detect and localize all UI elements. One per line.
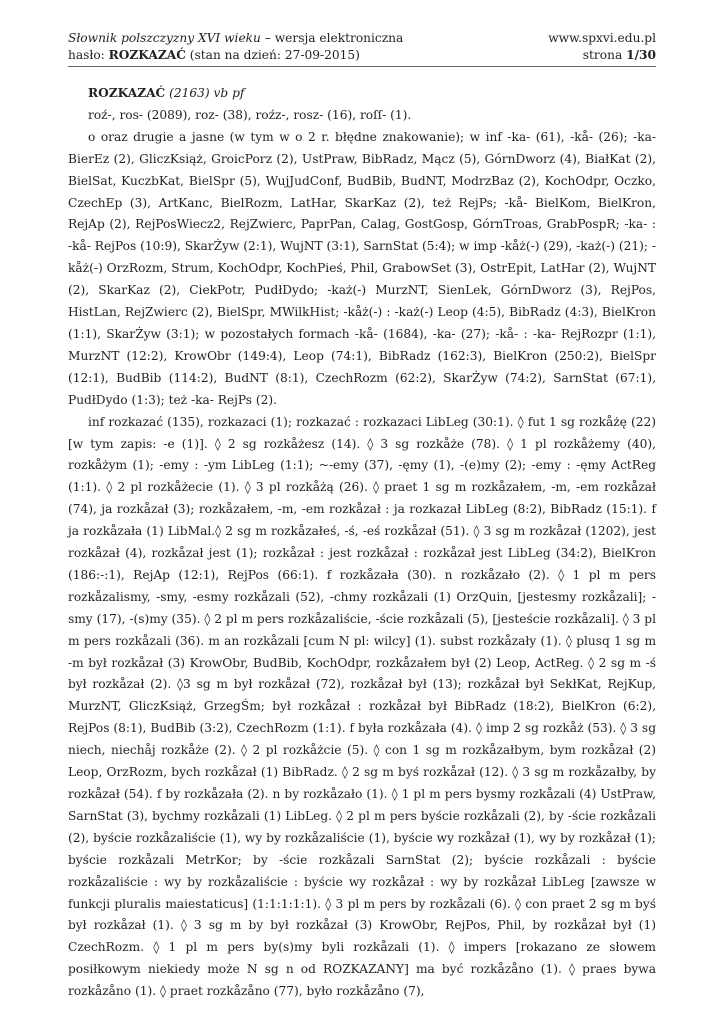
entry-variants: roź-, ros- (2089), roz- (38), roźz-, rosz- (16), roſſ- (1). (88, 107, 412, 122)
entry-count: (2163) (169, 86, 210, 100)
entry-inflection-paragraph: inf rozkazać (135), rozkazaci (1); rozkazać : rozkazaci LibLeg (30:1). ◊ fut 1 sg rozkåżę (22) [w tym zapis: -e (1)]. ◊ 2 sg rozkåżesz (14). ◊ 3 sg rozkåże (78). ◊ 1 pl rozkåżemy (40), rozkåżym (1); -emy : -ym LibLeg (1:1); ~-emy (37), -ęmy (1), -(e)my (2); -emy : -ęmy ActReg (1:1). ◊ 2 pl rozkåżecie (1). ◊ 3 pl rozkåżą (26). ◊ praet 1 sg m rozkåzałem, -m, -em rozkåzał (74), ja rozkåzał (3); rozkåzałem, -m, -em rozkåzał : ja rozkazał LibLeg (8:2), BibRadz (15:1). f ja rozkåzała (1) LibMal.◊ 2 sg m rozkåzałeś, -ś, -eś rozkåzał (51). ◊ 3 sg m rozkåzał (1202), jest rozkåzał (4), rozkåzał jest (1); rozkåzał : jest rozkåzał : rozkåzał jest LibLeg (34:2), BielKron (186:-:1), RejAp (12:1), RejPos (66:1). f rozkåzała (30). n rozkåzało (2). ◊ 1 pl m pers rozkåzalismy, -smy, -esmy rozkåzali (52), -chmy rozkåzali (1) OrzQuin, [jestesmy rozkåzali]; -smy (17), -(s)my (35). ◊ 2 pl m pers rozkåzaliście, -ście rozkåzali (5), [jesteście rozkåzali]. ◊ 3 pl m pers rozkåzali (36). m an rozkåzali [cum N pl: wilcy] (1). subst rozkåzały (1). ◊ plusq 1 sg m -m był rozkåzał (3) KrowObr, BudBib, KochOdpr, rozkåzałem był (2) Leop, ActReg. ◊ 2 sg m -ś był rozkåzał (2). ◊3 sg m był rozkåzał (72), rozkåzał był (13); rozkåzał był SekłKat, RejKup, MurzNT, GliczKsiąż, GrzegŚm; był rozkåzał : rozkåzał był BibRadz (18:2), BielKron (6:2), RejPos (8:1), BudBib (3:2), CzechRozm (1:1). f była rozkåzała (4). ◊ imp 2 sg rozkåż (53). ◊ 3 sg niech, niechåj rozkåże (2). ◊ 2 pl rozkåżcie (5). ◊ con 1 sg m rozkåzałbym, bym rozkåzał (2) Leop, OrzRozm, bych rozkåzał (1) BibRadz. ◊ 2 sg m byś rozkåzał (12). ◊ 3 sg m rozkåzałby, by rozkåzał (54). f by rozkåzała (2). n by rozkåzało (1). ◊ 1 pl m pers bysmy rozkåzali (4) UstPraw, SarnStat (3), bychmy rozkåzali (1) LibLeg. ◊ 2 pl m pers byście rozkåzali (2), by -ście rozkåzali (2), byście rozkåzaliście (1), wy by rozkåzaliście (1), byście wy rozkåzał (1), wy by rozkåzał (1); byście rozkåzali MetrKor; by -ście rozkåzali SarnStat (2); byście rozkåzali : byście rozkåzaliście : wy by rozkåzaliście : byście wy rozkåzał : wy by rozkåzał LibLeg [zawsze w funkcji pluralis maiestaticus] (1:1:1:1:1). ◊ 3 pl m pers by rozkåzali (6). ◊ con praet 2 sg m byś był rozkåzał (1). ◊ 3 sg m by był rozkåzał (3) KrowObr, RejPos, Phil, by rozkåzał był (1) CzechRozm. ◊ 1 pl m pers by(s)my byli rozkåzali (1). ◊ impers [rokazano ze słowem posiłkowym niekiedy może N sg n od ROZKAZANY] ma być rozkåzåno (1). ◊ praes bywa rozkåzåno (1). ◊ praet rozkåzåno (77), było rozkåzåno (7), (68, 414, 656, 999)
entry-headword: ROZKAZAĆ (88, 86, 166, 100)
page-header (68, 30, 656, 64)
header-divider (68, 66, 656, 67)
dictionary-title: Słownik polszczyzny XVI wieku – wersja elektroniczna (68, 31, 404, 45)
entry-headline (68, 83, 656, 105)
header-row-1 (68, 30, 656, 47)
entry-status: hasło: ROZKAZAĆ (stan na dzień: 27-09-2015) (68, 48, 360, 62)
header-row-2 (68, 47, 656, 64)
website-url[interactable]: www.spxvi.edu.pl (548, 31, 656, 45)
page-number: strona 1/30 (582, 48, 656, 62)
entry-body (68, 83, 656, 1003)
header-headword: ROZKAZAĆ (108, 48, 186, 62)
entry-pos: vb pf (213, 86, 245, 100)
entry-orthography-paragraph: o oraz drugie a jasne (w tym w o 2 r. błędne znakowanie); w inf -ka- (61), -kå- (26); -ka- BierEz (2), GliczKsiąż, GroicPorz (2), UstPraw, BibRadz, Mącz (5), GórnDworz (4), BiałKat (2), BielSat, KuczbKat, BielSpr (5), WujJudConf, BudBib, BudNT, ModrzBaz (2), KochOdpr, Oczko, CzechEp (3), ArtKanc, BielRozm, LatHar, SkarKaz (2), też RejPs; -kå- BielKom, BielKron, RejAp (2), RejPosWiecz2, RejZwierc, PaprPan, Calag, GostGosp, GórnTroas, GrabPospR; -ka- : -kå- RejPos (10:9), SkarŻyw (2:1), WujNT (3:1), SarnStat (5:4); w imp -kåż(-) (29), -każ(-) (21); -kåż(-) OrzRozm, Strum, KochOdpr, KochPieś, Phil, GrabowSet (3), OstrEpit, LatHar (2), WujNT (2), SkarKaz (2), CiekPotr, PudłDydo; -każ(-) MurzNT, SienLek, GórnDworz (3), RejPos, HistLan, RejZwierc (2), BielSpr, MWilkHist; -kåż(-) : -każ(-) Leop (4:5), BibRadz (4:3), BielKron (1:1), SkarŻyw (3:1); w pozostałych formach -kå- (1684), -ka- (27); -kå- : -ka- RejRozpr (1:1), MurzNT (12:2), KrowObr (149:4), Leop (74:1), BibRadz (162:3), BielKron (250:2), BielSpr (12:1), BudBib (114:2), BudNT (8:1), CzechRozm (62:2), SkarŻyw (74:2), SarnStat (67:1), PudłDydo (1:3); też -ka- RejPs (2). (68, 129, 656, 407)
